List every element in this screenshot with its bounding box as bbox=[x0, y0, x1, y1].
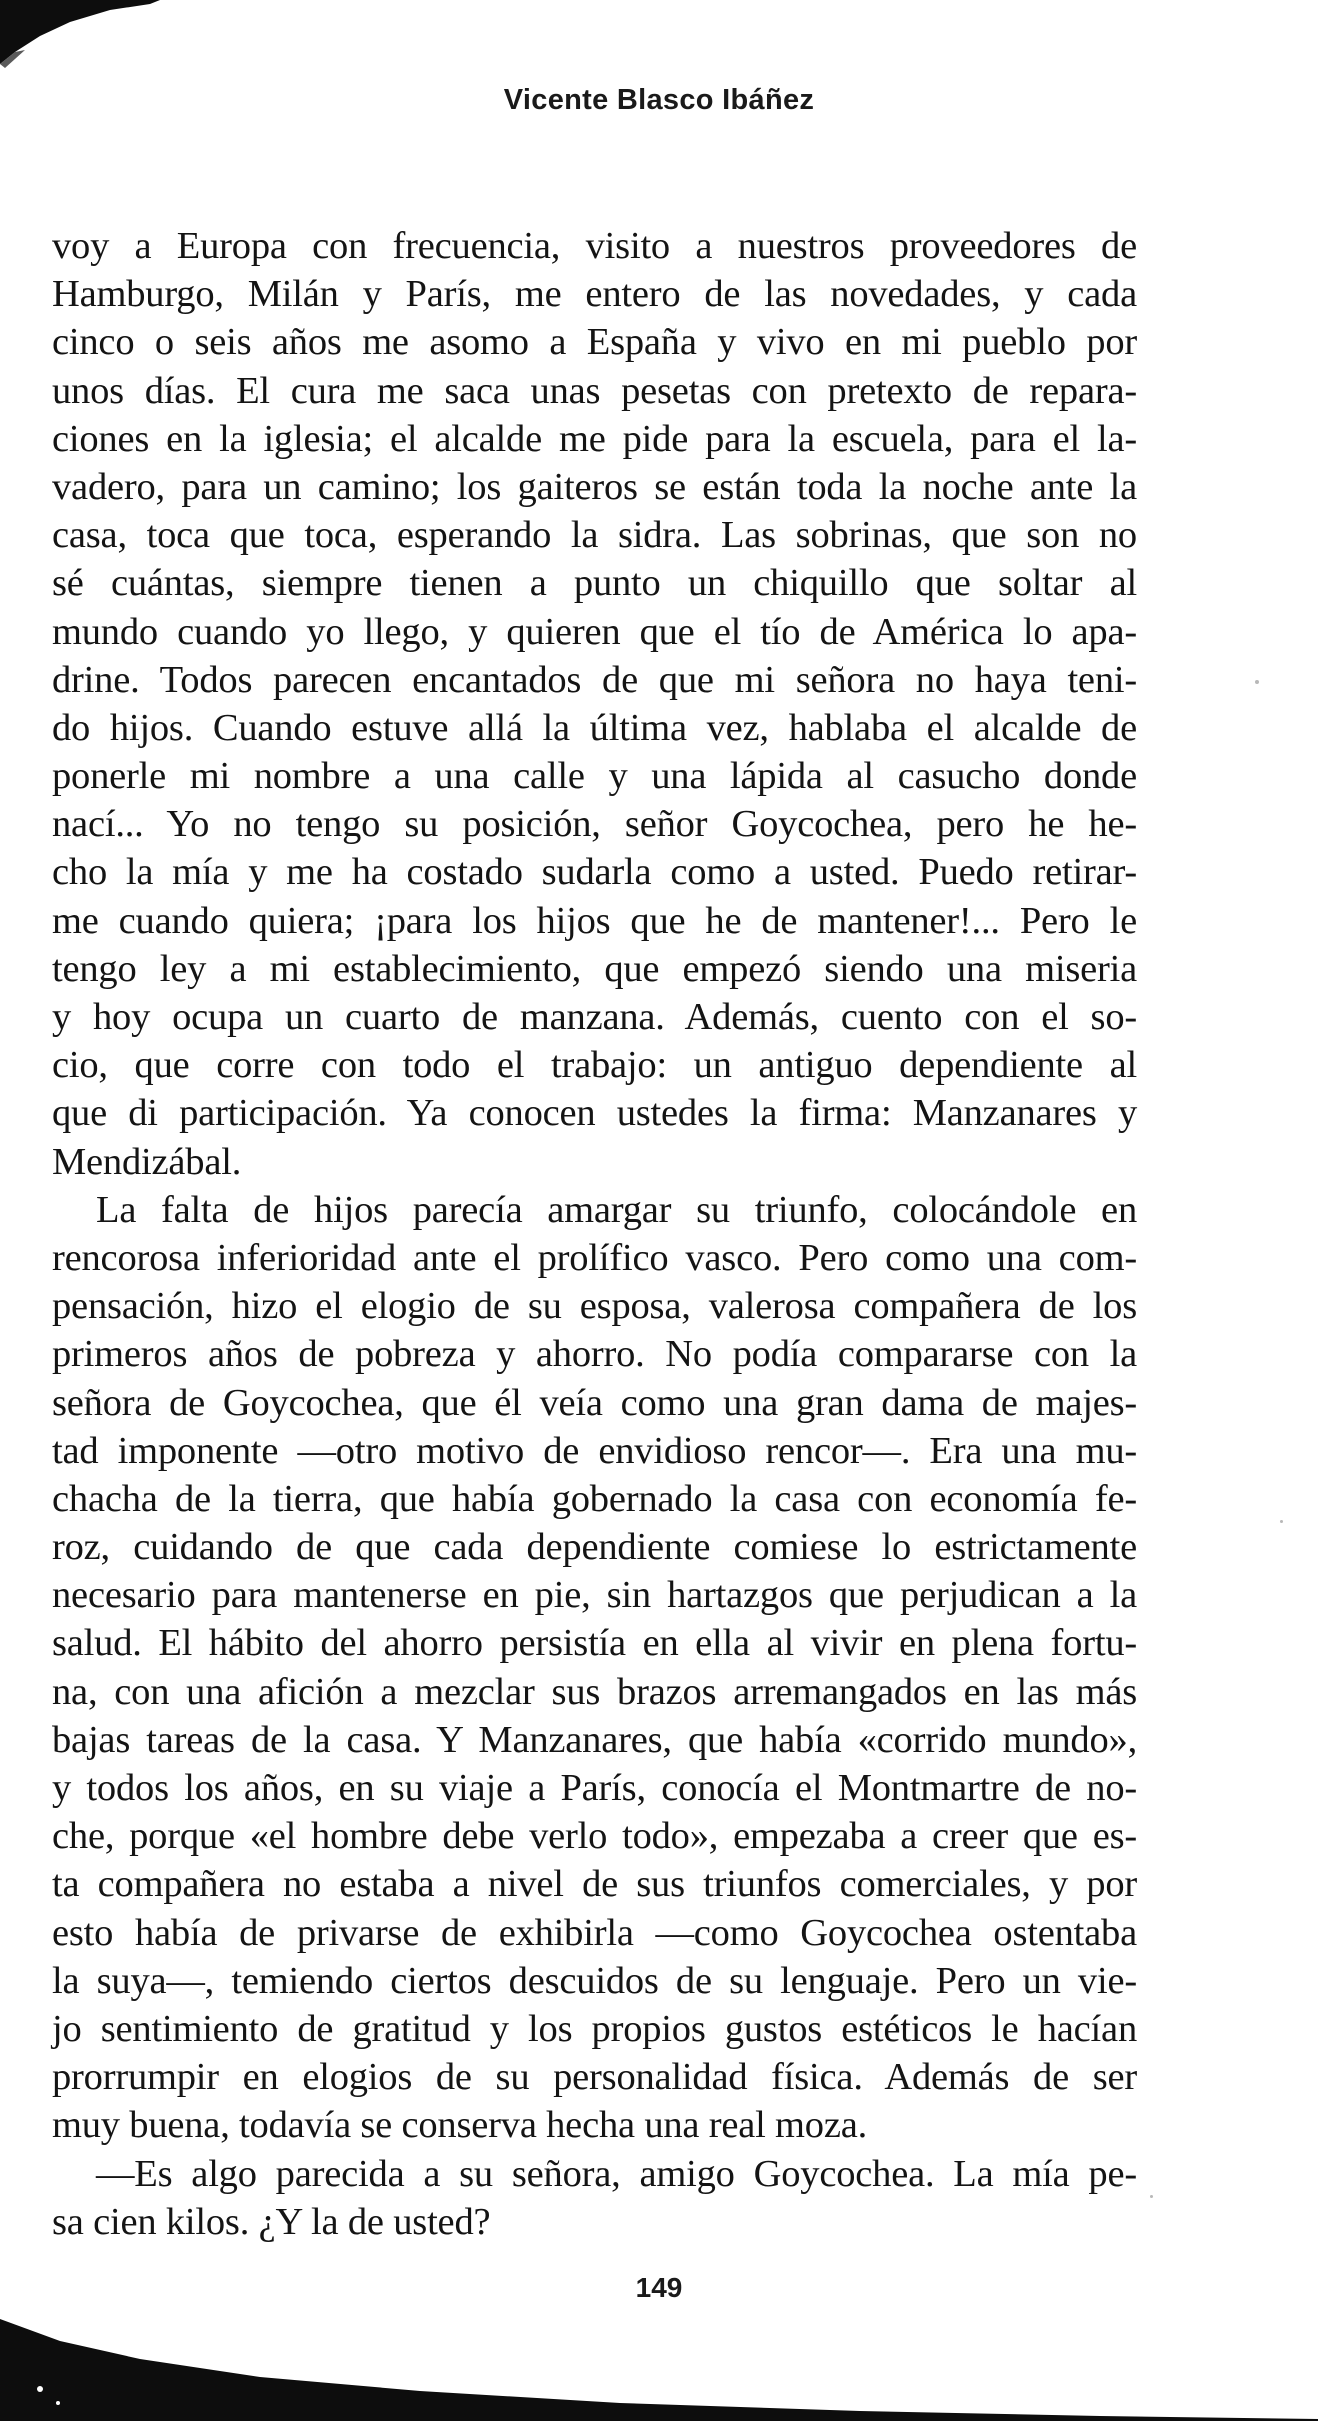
scan-speck bbox=[1280, 1520, 1283, 1523]
text-line: prorrumpir en elogios de su personalidad física. Además de ser bbox=[52, 2056, 1137, 2099]
text-line: nací... Yo no tengo su posición, señor Goycochea, pero he he- bbox=[52, 803, 1137, 846]
text-line: pensación, hizo el elogio de su esposa, valerosa compañera de los bbox=[52, 1285, 1137, 1328]
text-line: y todos los años, en su viaje a París, conocía el Montmartre de no- bbox=[52, 1767, 1137, 1809]
text-line: cinco o seis años me asomo a España y vivo en mi pueblo por bbox=[52, 321, 1137, 364]
paragraph bbox=[52, 2150, 1137, 2246]
paragraph bbox=[52, 222, 1137, 1186]
text-line: roz, cuidando de que cada dependiente comiese lo estrictamente bbox=[52, 1526, 1137, 1569]
text-line: jo sentimiento de gratitud y los propios gustos estéticos le hacían bbox=[52, 2007, 1137, 2050]
scan-speck bbox=[1255, 680, 1259, 684]
text-line: Mendizábal. bbox=[52, 1140, 242, 1183]
text-line: voy a Europa con frecuencia, visito a nuestros proveedores de bbox=[52, 225, 1137, 267]
text-line: tad imponente —otro motivo de envidioso rencor—. Era una mu- bbox=[52, 1429, 1137, 1472]
scan-speck bbox=[1150, 2195, 1153, 2198]
text-line: ponerle mi nombre a una calle y una lápida al casucho donde bbox=[52, 755, 1137, 798]
text-line: ta compañera no estaba a nivel de sus triunfos comerciales, y por bbox=[52, 1863, 1137, 1906]
text-line: bajas tareas de la casa. Y Manzanares, que había «corrido mundo», bbox=[52, 1718, 1137, 1761]
text-line: unos días. El cura me saca unas pesetas con pretexto de repara- bbox=[52, 369, 1137, 412]
text-line: chacha de la tierra, que había gobernado la casa con economía fe- bbox=[52, 1477, 1137, 1520]
text-line: cio, que corre con todo el trabajo: un antiguo dependiente al bbox=[52, 1044, 1137, 1087]
text-line: que di participación. Ya conocen ustedes la firma: Manzanares y bbox=[52, 1092, 1137, 1135]
text-line: Hamburgo, Milán y París, me entero de las novedades, y cada bbox=[52, 273, 1137, 316]
text-line: na, con una afición a mezclar sus brazos arremangados en las más bbox=[52, 1670, 1137, 1713]
text-line: casa, toca que toca, esperando la sidra. Las sobrinas, que son no bbox=[52, 514, 1137, 557]
text-line: primeros años de pobreza y ahorro. No podía compararse con la bbox=[52, 1333, 1137, 1376]
text-line: —Es algo parecida a su señora, amigo Goycochea. La mía pe- bbox=[96, 2152, 1137, 2195]
text-line: sa cien kilos. ¿Y la de usted? bbox=[52, 2200, 491, 2243]
text-line: La falta de hijos parecía amargar su triunfo, colocándole en bbox=[96, 1188, 1137, 1231]
text-line: señora de Goycochea, que él veía como una gran dama de majes- bbox=[52, 1381, 1137, 1424]
text-line: me cuando quiera; ¡para los hijos que he de mantener!... Pero le bbox=[52, 899, 1137, 942]
text-line: do hijos. Cuando estuve allá la última vez, hablaba el alcalde de bbox=[52, 706, 1137, 749]
text-line: rencorosa inferioridad ante el prolífico vasco. Pero como una com- bbox=[52, 1236, 1137, 1279]
text-line: necesario para mantenerse en pie, sin hartazgos que perjudican a la bbox=[52, 1574, 1137, 1617]
text-line: drine. Todos parecen encantados de que mi señora no haya teni- bbox=[52, 658, 1137, 701]
text-line: vadero, para un camino; los gaiteros se están toda la noche ante la bbox=[52, 465, 1137, 508]
paragraph bbox=[52, 1186, 1137, 2150]
text-line: che, porque «el hombre debe verlo todo», empezaba a creer que es- bbox=[52, 1815, 1137, 1858]
text-line: sé cuántas, siempre tienen a punto un chiquillo que soltar al bbox=[52, 562, 1137, 605]
page-number: 149 bbox=[635, 2272, 683, 2303]
text-line: y hoy ocupa un cuarto de manzana. Además, cuento con el so- bbox=[52, 996, 1137, 1038]
text-line: muy buena, todavía se conserva hecha una real moza. bbox=[52, 2104, 868, 2147]
body-text bbox=[52, 222, 1137, 2246]
text-line: esto había de privarse de exhibirla —como Goycochea ostentaba bbox=[52, 1911, 1137, 1954]
text-line: tengo ley a mi establecimiento, que empezó siendo una miseria bbox=[52, 947, 1137, 990]
text-line: la suya—, temiendo ciertos descuidos de su lenguaje. Pero un vie- bbox=[52, 1959, 1137, 2002]
text-line: ciones en la iglesia; el alcalde me pide para la escuela, para el la- bbox=[52, 417, 1137, 460]
text-line: salud. El hábito del ahorro persistía en ella al vivir en plena fortu- bbox=[52, 1622, 1137, 1665]
text-line: cho la mía y me ha costado sudarla como a usted. Puedo retirar- bbox=[52, 851, 1137, 894]
text-line: mundo cuando yo llego, y quieren que el tío de América lo apa- bbox=[52, 610, 1137, 653]
running-head-author: Vicente Blasco Ibáñez bbox=[503, 84, 815, 116]
scan-shadow-top-left bbox=[0, 0, 160, 70]
scan-shadow-bottom-edge bbox=[0, 2311, 1318, 2421]
